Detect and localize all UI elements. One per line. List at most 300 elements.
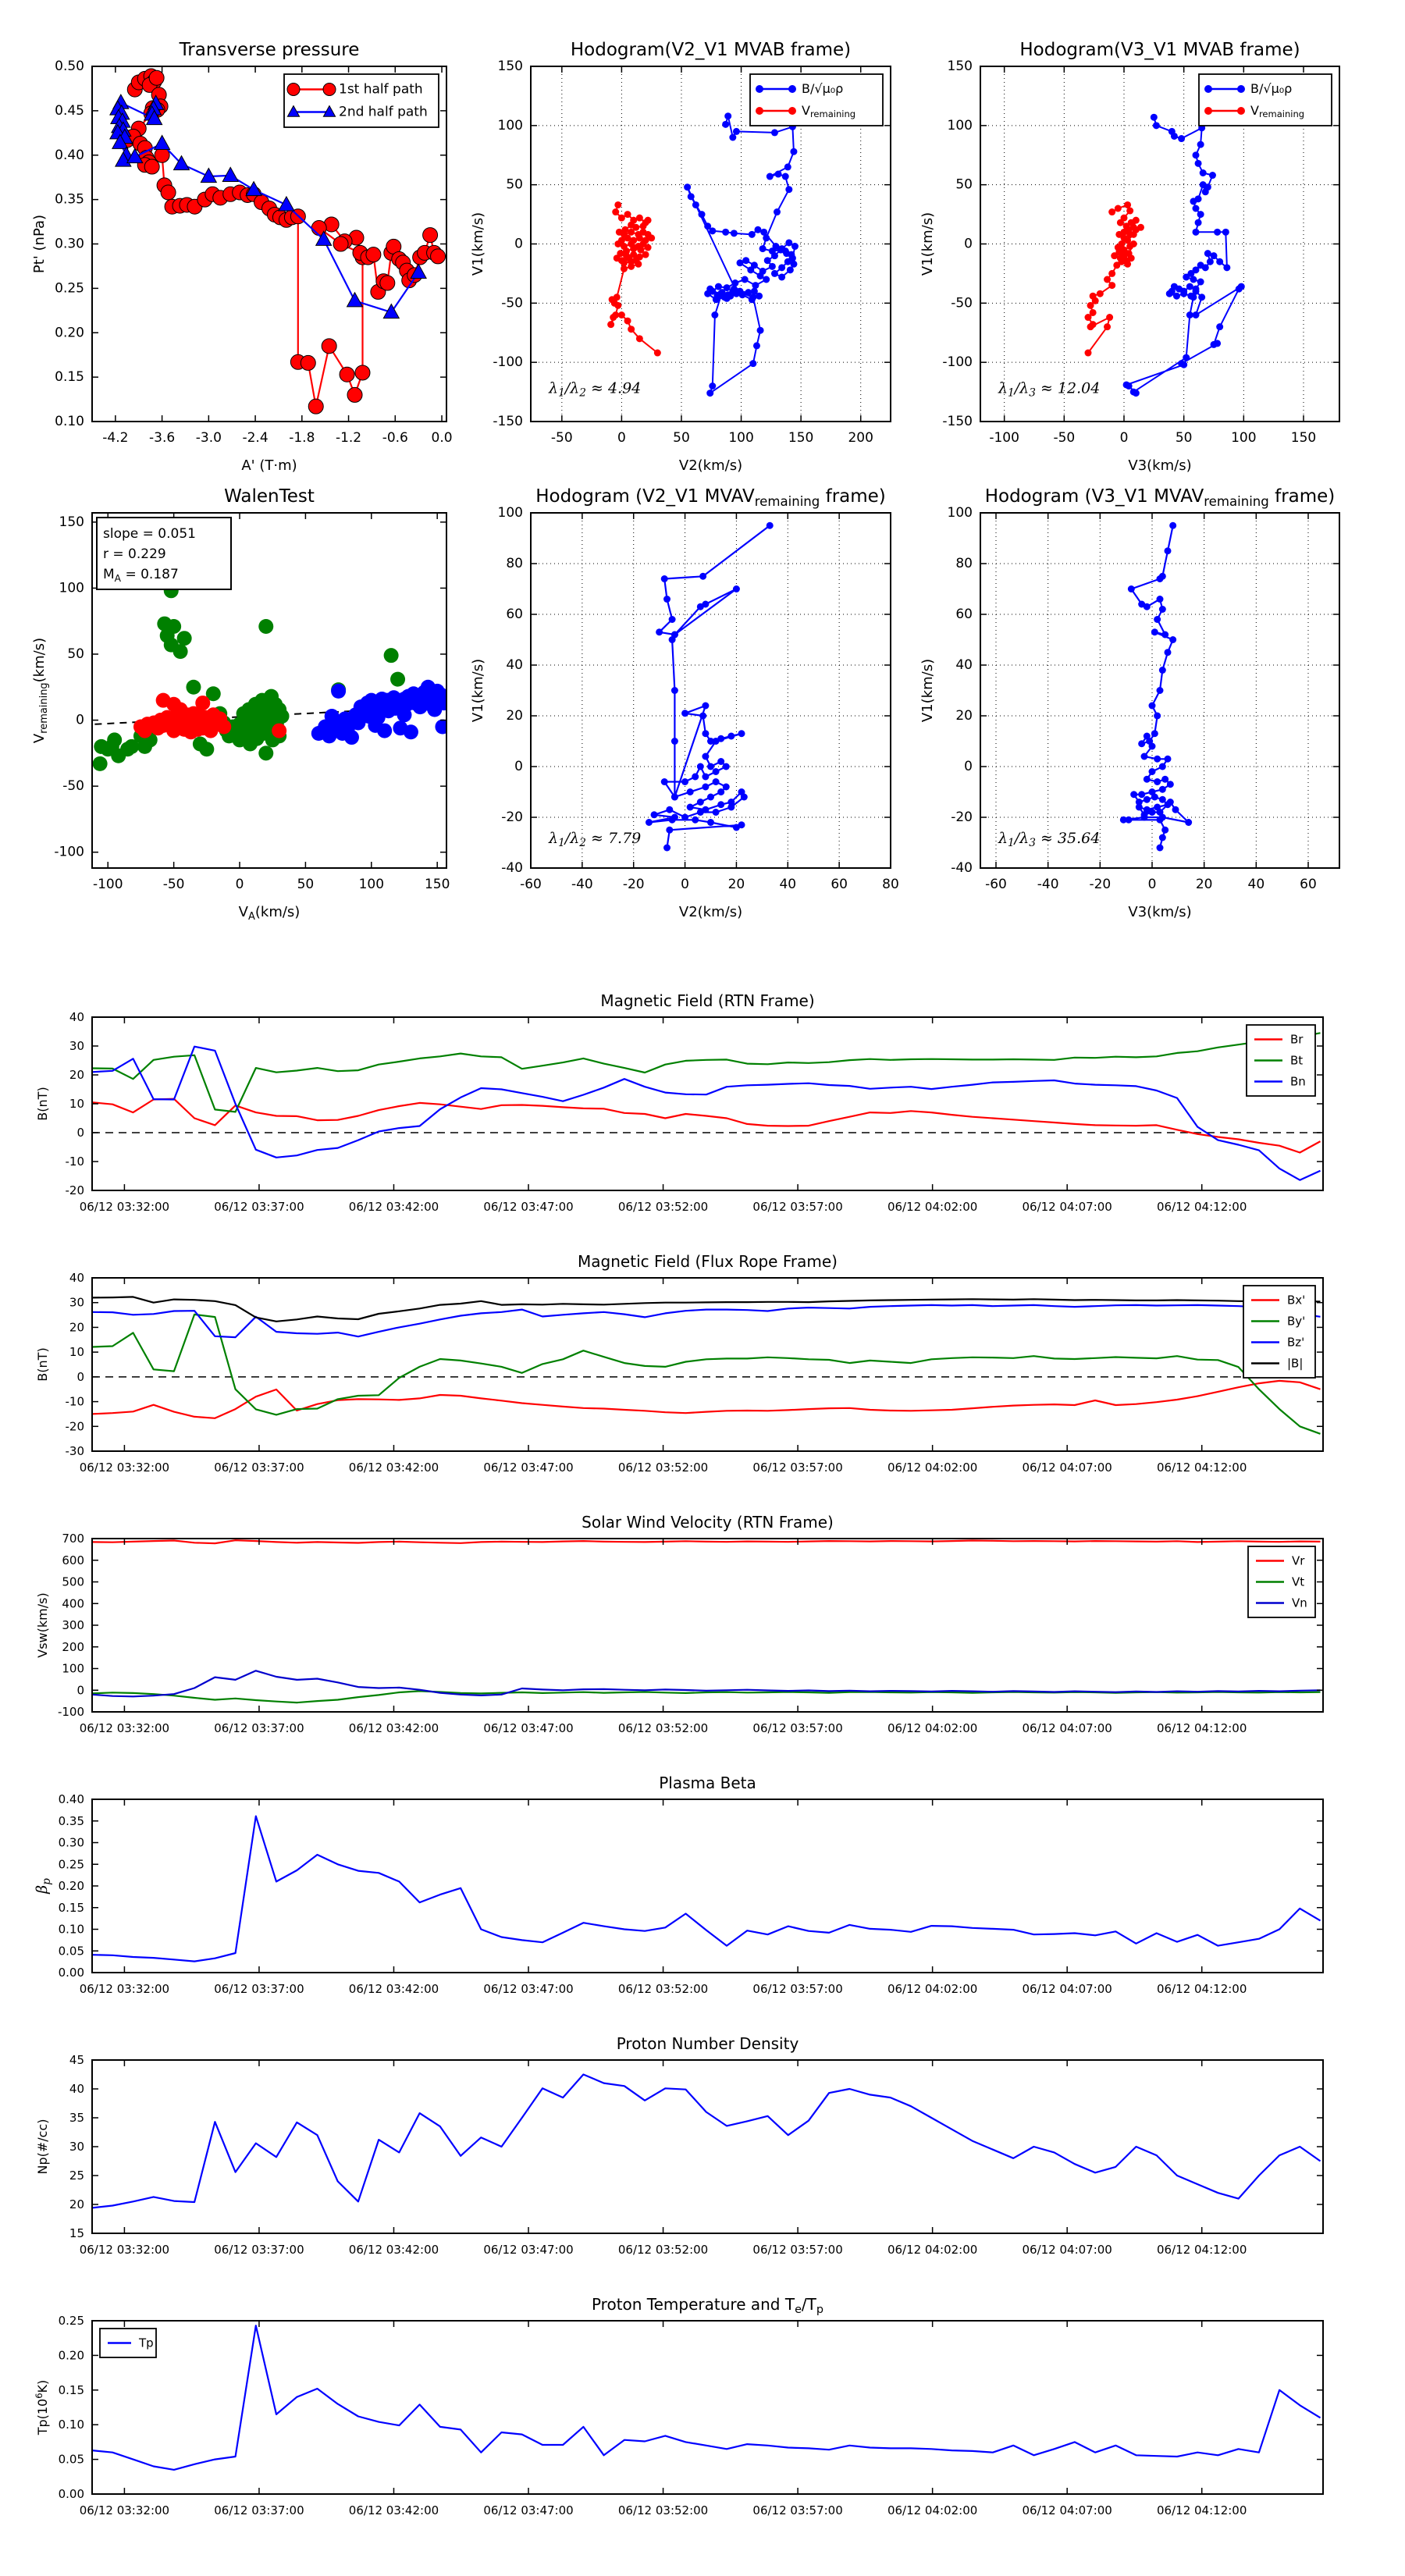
x-tick-label: 0: [1147, 877, 1157, 892]
marker-dot: [767, 522, 774, 529]
marker-dot: [1197, 141, 1204, 148]
marker-circle: [161, 185, 176, 200]
panel-proton-temperature: [34, 2295, 1323, 2517]
marker-dot: [769, 263, 776, 270]
x-tick-label: 06/12 03:57:00: [752, 2503, 843, 2517]
marker-dot: [715, 283, 722, 290]
marker-dot: [771, 129, 778, 136]
marker-dot: [1137, 224, 1144, 231]
y-tick-label: 30: [69, 2139, 84, 2154]
y-tick-label: 20: [955, 708, 973, 724]
x-tick-label: 06/12 03:47:00: [483, 2503, 574, 2517]
x-tick-label: -0.6: [382, 430, 408, 446]
marker-dot: [699, 573, 706, 580]
x-tick-label: 50: [297, 877, 315, 892]
y-tick-label: 0.10: [55, 414, 84, 429]
marker-dot: [1214, 229, 1221, 236]
marker-dot: [764, 257, 771, 264]
marker-dot: [1166, 290, 1173, 297]
marker-circle: [322, 339, 336, 354]
marker-dot: [752, 282, 759, 289]
marker-dot: [645, 244, 652, 251]
marker-dot: [1216, 258, 1223, 265]
marker-dot: [671, 687, 678, 694]
marker-dot: [1104, 276, 1111, 283]
marker-dot: [1159, 834, 1166, 841]
x-tick-label: 06/12 04:07:00: [1022, 1461, 1112, 1475]
marker-dot: [656, 628, 663, 635]
x-tick-label: 50: [1175, 430, 1193, 446]
marker-dot: [663, 596, 670, 603]
marker-dot: [258, 619, 273, 634]
marker-dot: [1209, 172, 1216, 179]
marker-dot: [749, 360, 756, 367]
legend-label: Tp: [139, 2336, 154, 2350]
marker-dot: [1207, 258, 1214, 265]
marker-dot: [1151, 794, 1158, 801]
annotation: $\lambda_1/\lambda_2 \approx 4.94$: [549, 379, 642, 400]
legend-label: 2nd half path: [339, 104, 428, 120]
plot-background: [92, 1017, 1323, 1190]
x-tick-label: -4.2: [102, 430, 129, 446]
marker-dot: [681, 710, 688, 717]
x-tick-label: 06/12 04:07:00: [1022, 1200, 1112, 1214]
marker-dot: [733, 585, 740, 592]
marker-dot: [1185, 819, 1192, 826]
x-tick-label: 06/12 04:12:00: [1157, 1982, 1247, 1996]
y-tick-label: 0: [514, 759, 523, 774]
marker-dot: [688, 193, 695, 200]
y-tick-label: 60: [955, 607, 973, 622]
marker-dot: [648, 234, 655, 241]
y-axis-label: B(nT): [35, 1087, 50, 1121]
marker-dot: [1151, 628, 1158, 635]
y-tick-label: -50: [951, 295, 973, 311]
marker-dot: [1190, 276, 1197, 283]
y-tick-label: 400: [62, 1596, 84, 1610]
panel-b-rtn: [35, 991, 1323, 1214]
x-tick-label: 50: [673, 430, 690, 446]
y-tick-label: 0: [514, 236, 523, 252]
y-tick-label: 300: [62, 1617, 84, 1632]
marker-dot: [404, 724, 418, 739]
marker-circle: [144, 159, 159, 174]
marker-dot: [166, 697, 181, 712]
x-tick-label: 0: [617, 430, 626, 446]
y-tick-label: -10: [65, 1154, 84, 1169]
marker-dot: [390, 672, 405, 687]
x-tick-label: 06/12 03:42:00: [348, 1461, 439, 1475]
x-axis-label: V2(km/s): [678, 457, 743, 474]
x-tick-label: 06/12 03:32:00: [79, 1982, 170, 1996]
panel-proton-density: [35, 2034, 1323, 2257]
marker-dot: [1186, 283, 1193, 290]
marker-dot: [699, 211, 706, 218]
marker-dot: [1180, 361, 1187, 368]
x-tick-label: 06/12 03:47:00: [483, 1982, 574, 1996]
x-tick-label: -40: [1037, 877, 1059, 892]
marker-dot: [782, 247, 789, 254]
marker-dot: [713, 778, 720, 785]
marker-dot: [1154, 778, 1161, 785]
marker-dot: [774, 208, 781, 215]
marker-dot: [760, 229, 767, 236]
panel-b-fluxrope: [35, 1252, 1323, 1475]
panel-title: Hodogram(V2_V1 MVAB frame): [570, 40, 852, 60]
marker-dot: [1151, 114, 1158, 121]
marker-dot: [788, 107, 796, 115]
x-tick-label: -100: [989, 430, 1019, 446]
legend-label: $V_{remaining}$: [1250, 102, 1305, 119]
panel-hodogram-v3v1-mvav: [919, 486, 1339, 920]
marker-dot: [1183, 354, 1190, 361]
x-tick-label: 06/12 04:02:00: [887, 1461, 978, 1475]
marker-dot: [1141, 753, 1148, 760]
x-tick-label: 06/12 04:07:00: [1022, 1721, 1112, 1735]
y-tick-label: -100: [54, 844, 84, 860]
marker-dot: [717, 758, 724, 765]
marker-dot: [1159, 667, 1166, 674]
marker-dot: [628, 263, 635, 270]
marker-dot: [717, 788, 724, 795]
y-tick-label: 150: [947, 59, 973, 74]
marker-dot: [1111, 252, 1118, 259]
marker-dot: [737, 259, 744, 266]
marker-dot: [713, 809, 720, 816]
x-tick-label: 06/12 04:02:00: [887, 1721, 978, 1735]
x-tick-label: 06/12 03:52:00: [617, 1982, 709, 1996]
marker-dot: [788, 85, 796, 93]
panel-hodogram-v2v1-mvav: [470, 486, 899, 920]
x-tick-label: 06/12 03:37:00: [214, 1721, 304, 1735]
panel-title: Proton Temperature and $T_e/T_p$: [591, 2295, 824, 2316]
marker-dot: [1161, 632, 1168, 639]
marker-dot: [702, 753, 709, 760]
marker-dot: [702, 730, 709, 737]
x-axis-label: A' (T·m): [241, 457, 297, 474]
marker-dot: [1197, 211, 1204, 218]
y-tick-label: 100: [59, 580, 84, 596]
marker-dot: [93, 756, 108, 771]
y-tick-label: 0.35: [55, 191, 84, 208]
x-tick-label: 06/12 04:12:00: [1157, 2503, 1247, 2517]
marker-circle: [340, 367, 354, 382]
marker-dot: [1154, 756, 1161, 763]
marker-dot: [788, 251, 795, 258]
marker-dot: [1126, 382, 1133, 390]
y-tick-label: 0.25: [55, 280, 84, 297]
marker-dot: [790, 148, 797, 155]
marker-dot: [1214, 340, 1221, 347]
plot-background: [531, 513, 891, 868]
y-tick-label: 150: [497, 59, 523, 74]
x-tick-label: 06/12 03:37:00: [214, 1982, 304, 1996]
marker-dot: [1144, 603, 1151, 610]
marker-dot: [723, 763, 730, 770]
marker-dot: [771, 270, 778, 277]
x-tick-label: 06/12 03:32:00: [79, 1721, 170, 1735]
x-axis-label: $V_A(km/s)$: [238, 904, 301, 923]
marker-dot: [747, 266, 754, 273]
y-tick-label: 0.30: [58, 1835, 84, 1849]
y-tick-label: 40: [506, 657, 523, 673]
marker-dot: [621, 265, 628, 272]
marker-dot: [723, 784, 730, 791]
marker-dot: [107, 732, 122, 747]
x-tick-label: 06/12 03:52:00: [617, 1200, 709, 1214]
marker-dot: [1237, 85, 1245, 93]
marker-dot: [1204, 250, 1211, 257]
x-tick-label: 06/12 03:32:00: [79, 2243, 170, 2257]
marker-dot: [1144, 796, 1151, 803]
stats-line: r = 0.229: [103, 546, 166, 562]
y-axis-label: Vsw(km/s): [35, 1592, 50, 1658]
y-tick-label: 20: [69, 2197, 84, 2211]
marker-dot: [702, 703, 709, 710]
marker-dot: [731, 279, 738, 286]
panel-title: Hodogram (V2_V1 $MVAV_{remaining}$ frame): [535, 486, 886, 509]
marker-dot: [646, 819, 653, 826]
x-tick-label: 60: [1300, 877, 1317, 892]
marker-dot: [636, 234, 643, 241]
y-tick-label: 0.35: [58, 1813, 84, 1828]
marker-dot: [733, 288, 740, 295]
legend-label: Bz': [1287, 1335, 1305, 1349]
marker-dot: [757, 327, 764, 334]
marker-dot: [1157, 596, 1164, 603]
marker-circle: [355, 365, 370, 380]
marker-dot: [692, 774, 699, 781]
marker-dot: [173, 644, 188, 659]
marker-dot: [1172, 806, 1179, 813]
legend-label: $V_{remaining}$: [802, 102, 856, 119]
marker-dot: [756, 85, 763, 93]
panel-hodogram-v3v1-mvab: [919, 40, 1339, 474]
marker-dot: [1130, 389, 1137, 396]
marker-dot: [791, 243, 799, 250]
legend-label: Br: [1290, 1032, 1304, 1046]
y-tick-label: -100: [57, 1704, 84, 1719]
marker-dot: [767, 173, 774, 180]
legend: [750, 74, 883, 126]
marker-dot: [1108, 282, 1115, 289]
x-tick-label: 06/12 03:47:00: [483, 1200, 574, 1214]
plot-background: [92, 1278, 1323, 1451]
marker-dot: [1149, 703, 1156, 710]
marker-dot: [742, 276, 749, 283]
x-tick-label: -50: [1053, 430, 1076, 446]
x-tick-label: 100: [358, 877, 385, 892]
marker-dot: [778, 273, 785, 280]
marker-dot: [1204, 107, 1212, 115]
marker-dot: [1133, 217, 1140, 224]
x-tick-label: 06/12 03:37:00: [214, 1200, 304, 1214]
panel-title: Transverse pressure: [179, 40, 360, 60]
marker-dot: [609, 296, 616, 303]
marker-dot: [177, 631, 192, 646]
marker-dot: [1216, 323, 1223, 330]
marker-dot: [628, 229, 635, 236]
x-tick-label: 20: [727, 877, 745, 892]
legend: [1199, 74, 1332, 126]
marker-dot: [771, 252, 778, 259]
plot-background: [92, 1799, 1323, 1973]
marker-dot: [1128, 254, 1135, 262]
marker-dot: [722, 229, 729, 236]
marker-dot: [1200, 181, 1207, 188]
marker-dot: [1141, 814, 1148, 821]
marker-dot: [790, 261, 797, 268]
x-tick-label: -1.2: [335, 430, 362, 446]
y-axis-label: V1(km/s): [919, 212, 936, 276]
marker-dot: [1108, 270, 1115, 277]
marker-dot: [1130, 231, 1137, 238]
marker-dot: [1157, 817, 1164, 824]
marker-dot: [785, 186, 792, 193]
annotation: $\lambda_1/\lambda_3 \approx 12.04$: [998, 379, 1101, 400]
marker-dot: [661, 778, 668, 785]
x-tick-label: 06/12 03:52:00: [617, 2243, 709, 2257]
marker-dot: [669, 817, 676, 824]
y-tick-label: 0.10: [58, 2417, 84, 2432]
y-tick-label: 30: [69, 1295, 84, 1310]
y-tick-label: 0.15: [58, 2382, 84, 2397]
marker-dot: [739, 291, 746, 298]
y-tick-label: 100: [497, 505, 523, 521]
y-tick-label: -10: [65, 1394, 84, 1409]
x-tick-label: 06/12 03:47:00: [483, 1461, 574, 1475]
x-tick-label: 80: [882, 877, 899, 892]
marker-dot: [612, 208, 619, 215]
panel-plasma-beta: [34, 1774, 1323, 1996]
marker-dot: [669, 636, 676, 643]
marker-dot: [785, 239, 792, 246]
x-tick-label: 06/12 03:32:00: [79, 1200, 170, 1214]
y-axis-label: $\beta_p$: [34, 1878, 53, 1894]
plot-background: [92, 2060, 1323, 2233]
marker-dot: [702, 784, 709, 791]
marker-dot: [1237, 107, 1245, 115]
y-tick-label: 40: [69, 1270, 84, 1285]
legend-label: Vr: [1292, 1553, 1305, 1567]
legend-label: Bt: [1290, 1053, 1304, 1067]
marker-dot: [727, 733, 735, 740]
marker-dot: [1138, 740, 1145, 747]
marker-circle: [347, 387, 362, 402]
y-axis-label: $Tp(10^6K)$: [34, 2379, 50, 2435]
marker-dot: [1108, 208, 1115, 215]
x-tick-label: 06/12 04:07:00: [1022, 2503, 1112, 2517]
marker-dot: [709, 227, 716, 234]
marker-circle: [366, 247, 381, 262]
y-tick-label: 50: [506, 176, 523, 193]
y-tick-label: 0.20: [55, 325, 84, 341]
panel-walen-test: [31, 486, 451, 923]
y-axis-label: Np(#/cc): [35, 2119, 50, 2175]
y-axis-label: V1(km/s): [470, 212, 486, 276]
x-tick-label: 06/12 03:32:00: [79, 2503, 170, 2517]
marker-dot: [778, 264, 785, 271]
marker-dot: [711, 311, 718, 318]
marker-dot: [1161, 776, 1168, 783]
marker-dot: [724, 112, 731, 119]
x-tick-label: 06/12 04:07:00: [1022, 1982, 1112, 1996]
y-tick-label: 0.00: [58, 2486, 84, 2501]
y-tick-label: 0.15: [58, 1900, 84, 1915]
y-tick-label: 0.20: [58, 2347, 84, 2362]
y-tick-label: -50: [501, 295, 523, 311]
x-tick-label: 06/12 03:57:00: [752, 1721, 843, 1735]
marker-dot: [645, 217, 652, 224]
y-tick-label: 40: [69, 2081, 84, 2096]
y-tick-label: 0.15: [55, 369, 84, 386]
x-tick-label: -40: [571, 877, 593, 892]
marker-dot: [1193, 205, 1200, 212]
x-tick-label: 150: [1290, 430, 1317, 446]
marker-dot: [709, 382, 716, 390]
legend-label: 1st half path: [339, 81, 423, 98]
marker-dot: [628, 326, 635, 333]
marker-dot: [1124, 261, 1131, 268]
y-tick-label: 0: [76, 1369, 84, 1384]
marker-dot: [1159, 786, 1166, 793]
marker-dot: [669, 616, 676, 623]
y-tick-label: 200: [62, 1639, 84, 1654]
x-tick-label: 06/12 03:37:00: [214, 1461, 304, 1475]
marker-dot: [1159, 796, 1166, 803]
x-tick-label: 06/12 03:42:00: [348, 2243, 439, 2257]
x-tick-label: 40: [1247, 877, 1265, 892]
marker-dot: [666, 806, 673, 813]
y-tick-label: 0: [76, 1125, 84, 1140]
marker-dot: [1159, 763, 1166, 770]
y-tick-label: 40: [69, 1009, 84, 1024]
y-tick-label: 0.45: [55, 102, 84, 119]
marker-dot: [624, 211, 631, 218]
x-tick-label: 0: [681, 877, 689, 892]
x-tick-label: 06/12 04:07:00: [1022, 2243, 1112, 2257]
marker-circle: [149, 70, 164, 85]
y-tick-label: 20: [506, 708, 523, 724]
y-tick-label: 45: [69, 2052, 84, 2067]
marker-dot: [681, 814, 688, 821]
x-tick-label: -3.0: [195, 430, 222, 446]
legend: [1243, 1286, 1315, 1378]
x-tick-label: 06/12 04:02:00: [887, 2243, 978, 2257]
plot-background: [92, 1539, 1323, 1712]
marker-dot: [607, 321, 614, 328]
marker-dot: [1193, 311, 1200, 318]
marker-dot: [772, 243, 779, 250]
x-tick-label: -50: [550, 430, 573, 446]
x-tick-label: -3.6: [149, 430, 176, 446]
marker-dot: [684, 183, 691, 190]
marker-dot: [199, 742, 214, 756]
marker-dot: [1236, 286, 1243, 293]
y-tick-label: 0: [76, 712, 84, 728]
panel-title: Proton Number Density: [616, 2034, 799, 2053]
annotation: $\lambda_1/\lambda_3 \approx 35.64$: [998, 830, 1101, 850]
marker-dot: [756, 107, 763, 115]
x-tick-label: 06/12 03:52:00: [617, 1461, 709, 1475]
y-tick-label: 50: [67, 646, 84, 662]
marker-dot: [1130, 791, 1137, 798]
y-axis-label: Pt' (nPa): [31, 214, 48, 274]
y-tick-label: 80: [506, 556, 523, 571]
marker-dot: [618, 311, 625, 318]
x-tick-label: 06/12 03:37:00: [214, 2503, 304, 2517]
x-tick-label: 06/12 03:52:00: [617, 1721, 709, 1735]
